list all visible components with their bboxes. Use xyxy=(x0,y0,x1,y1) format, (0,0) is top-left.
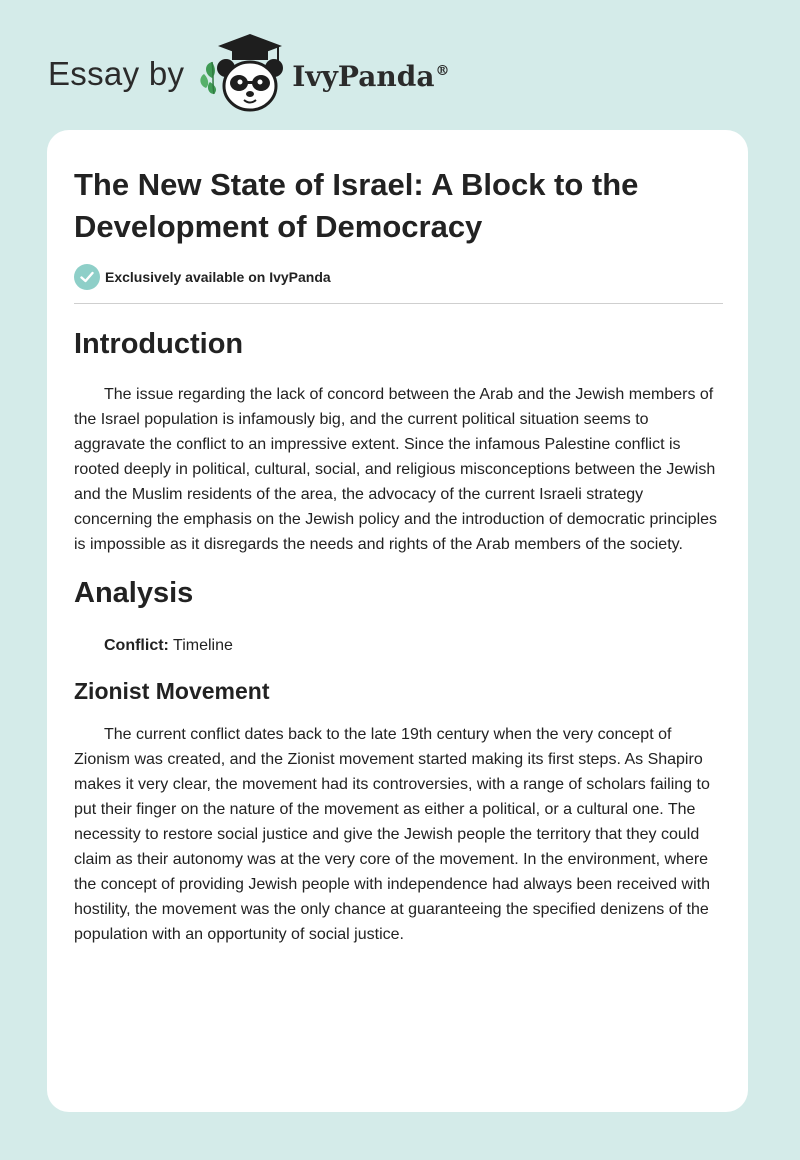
exclusive-badge-text: Exclusively available on IvyPanda xyxy=(105,269,331,285)
introduction-paragraph: The issue regarding the lack of concord between the Arab and the Jewish members of the Israel population is infamously big, and the current political situation seems to aggravate the conflict to an impressive extent. Since the infamous Palestine conflict is rooted deeply in political, cultural, social, and religious misconceptions between the Jewish and the Muslim residents of the area, the advocacy of the current Israeli strategy concerning the emphasis on the Jewish policy and the introduction of democratic principles is impossible as it disregards the needs and rights of the Arab members of the society. xyxy=(74,386,718,553)
analysis-heading: Analysis xyxy=(74,577,194,609)
site-header xyxy=(48,34,449,114)
conflict-line xyxy=(74,633,724,658)
zionist-movement-heading: Zionist Movement xyxy=(74,678,270,704)
essay-card xyxy=(47,130,748,1112)
check-circle-icon xyxy=(74,264,100,290)
exclusive-badge xyxy=(74,264,331,290)
essay-by-label: Essay by xyxy=(48,55,185,92)
panda-graduate-logo-icon[interactable] xyxy=(198,34,290,114)
registered-mark: ® xyxy=(435,63,450,80)
zionist-movement-paragraph: The current conflict dates back to the late 19th century when the very concept of Zionism was created, and the Zionist movement started making its first steps. As Shapiro makes it very clear, the movement had its controversies, with a range of scholars failing to put their finger on the nature of the movement as either a political, or a cultural one. The necessity to restore social justice and give the Jewish people the territory that they could claim as their autonomy was at the very core of the movement. In the environment, where the concept of providing Jewish people with independence had always been received with hostility, the movement was the only chance at guaranteeing the specified denizens of the population with an opportunity of social justice. xyxy=(74,726,710,943)
conflict-value: Timeline xyxy=(173,637,233,654)
brand-name[interactable] xyxy=(292,60,449,93)
brand-text: IvyPanda xyxy=(292,59,435,93)
conflict-label: Conflict: xyxy=(104,637,169,654)
article-body xyxy=(74,320,724,947)
introduction-heading: Introduction xyxy=(74,328,244,360)
divider xyxy=(74,303,723,304)
page-title: The New State of Israel: A Block to the Development of Democracy xyxy=(74,167,639,244)
